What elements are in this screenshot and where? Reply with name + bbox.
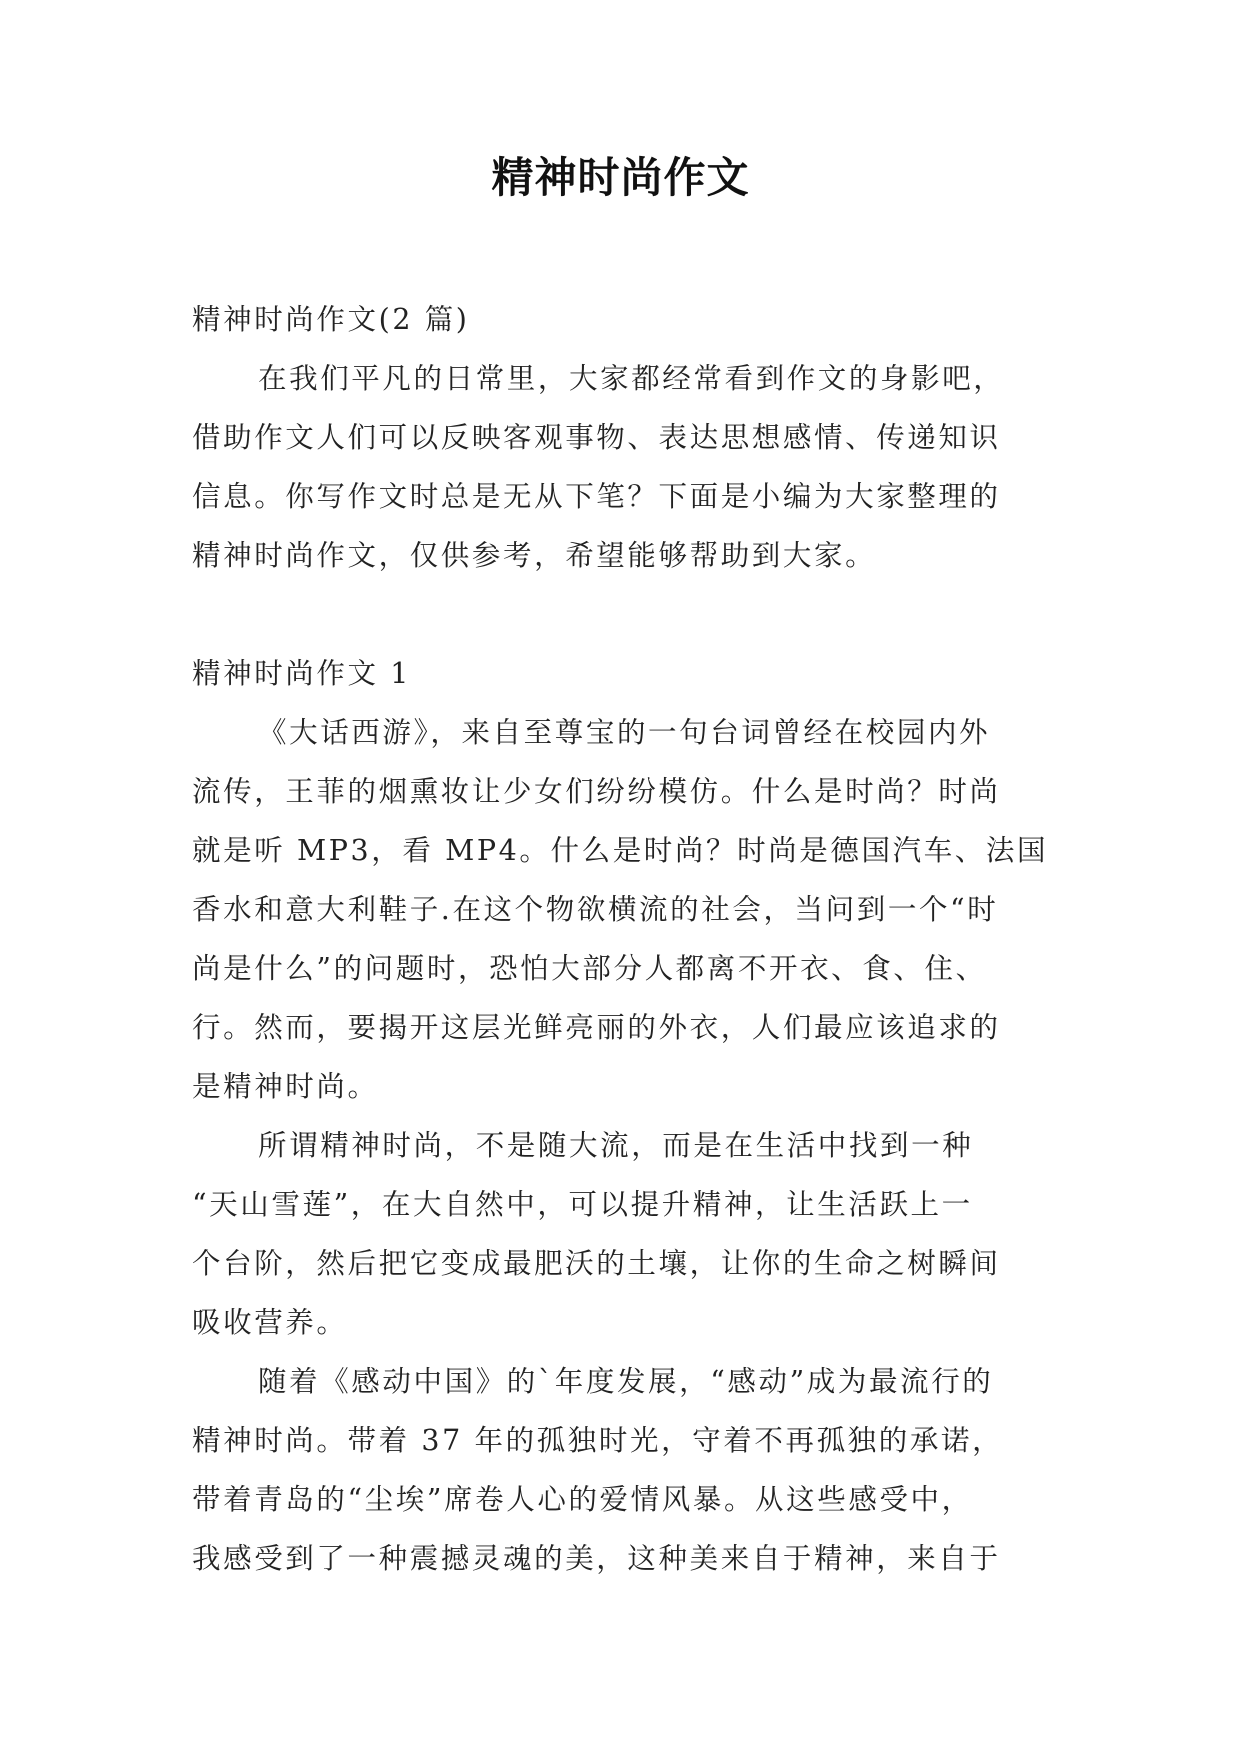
paragraph-line: 精神时尚。带着 37 年的孤独时光，守着不再孤独的承诺，: [192, 1424, 1004, 1457]
paragraph-line: 尚是什么”的问题时，恐怕大部分人都离不开衣、食、住、: [192, 952, 987, 985]
intro-line: 在我们平凡的日常里，大家都经常看到作文的身影吧，: [258, 362, 1005, 395]
paragraph-line: 香水和意大利鞋子.在这个物欲横流的社会，当问到一个“时: [192, 893, 999, 926]
intro-paragraph: [192, 349, 1062, 585]
paragraph-line: 我感受到了一种震撼灵魂的美，这种美来自于精神，来自于: [192, 1542, 1001, 1575]
paragraph-gap: [192, 585, 1062, 644]
paragraph-line: 流传，王菲的烟熏妆让少女们纷纷模仿。什么是时尚？时尚: [192, 775, 1001, 808]
paragraph-line: 所谓精神时尚，不是随大流，而是在生活中找到一种: [258, 1129, 974, 1162]
paragraph-line: 个台阶，然后把它变成最肥沃的土壤，让你的生命之树瞬间: [192, 1247, 1001, 1280]
paragraph-line: 吸收营养。: [192, 1306, 348, 1339]
paragraph-3: [192, 1352, 1062, 1588]
paragraph-1: [192, 703, 1062, 1116]
intro-line: 借助作文人们可以反映客观事物、表达思想感情、传递知识: [192, 421, 1001, 454]
section-heading: 精神时尚作文 1: [192, 657, 411, 690]
paragraph-2: [192, 1116, 1062, 1352]
paragraph-line: 随着《感动中国》的`年度发展，“感动”成为最流行的: [258, 1365, 994, 1398]
document-body: [192, 290, 1062, 1588]
paragraph-line: 带着青岛的“尘埃”席卷人心的爱情风暴。从这些感受中，: [192, 1483, 973, 1516]
document-title: 精神时尚作文: [491, 153, 750, 202]
paragraph-line: 是精神时尚。: [192, 1070, 379, 1103]
intro-line: 信息。你写作文时总是无从下笔？下面是小编为大家整理的: [192, 480, 1001, 513]
collection-subtitle: 精神时尚作文(2 篇): [192, 303, 470, 336]
paragraph-line: 《大话西游》，来自至尊宝的一句台词曾经在校园内外: [258, 716, 991, 749]
intro-line: 精神时尚作文，仅供参考，希望能够帮助到大家。: [192, 539, 877, 572]
paragraph-line: 行。然而，要揭开这层光鲜亮丽的外衣，人们最应该追求的: [192, 1011, 1001, 1044]
paragraph-line: 就是听 MP3，看 MP4。什么是时尚？时尚是德国汽车、法国: [192, 834, 1049, 867]
paragraph-line: “天山雪莲”，在大自然中，可以提升精神，让生活跃上一: [192, 1188, 973, 1221]
